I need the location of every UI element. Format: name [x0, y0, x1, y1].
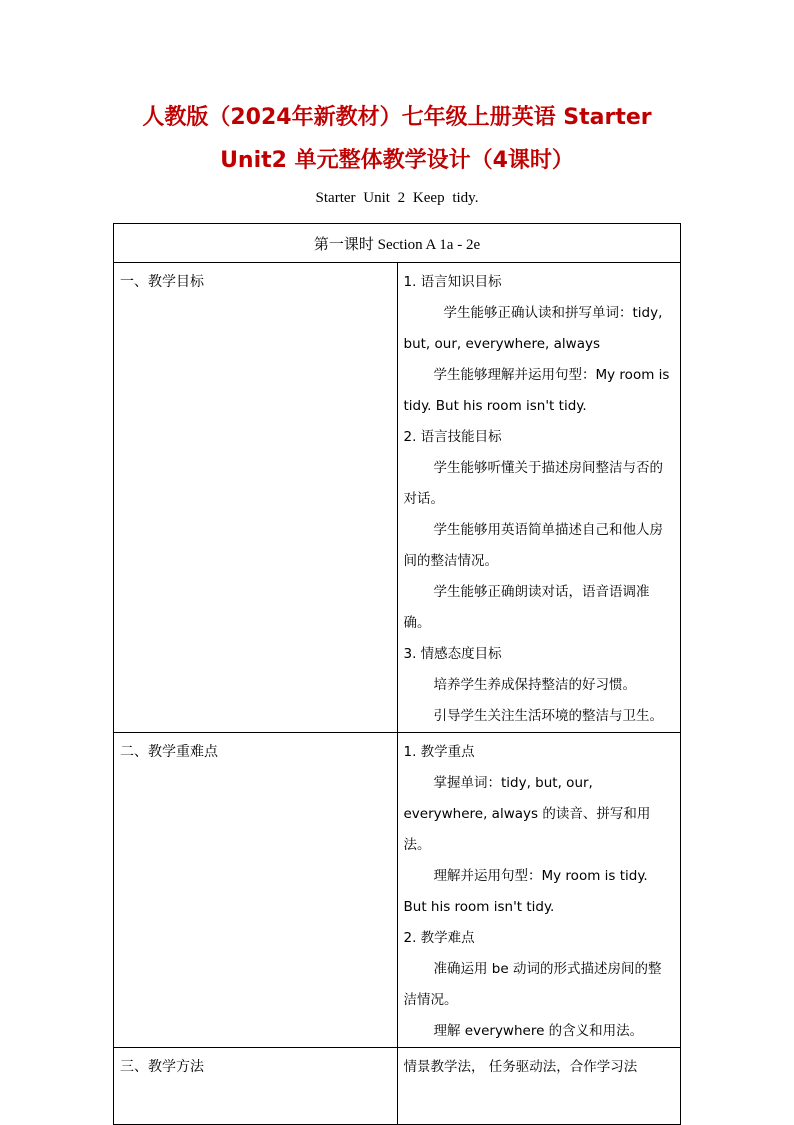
objectives-heading-attitude: 3. 情感态度目标: [403, 646, 502, 662]
lesson-header: 第一课时 Section A 1a - 2e: [114, 224, 681, 263]
objectives-item: 学生能够听懂关于描述房间整洁与否的对话。: [403, 460, 663, 507]
objectives-heading-skills: 2. 语言技能目标: [403, 429, 502, 445]
objectives-item: 学生能够用英语简单描述自己和他人房间的整洁情况。: [403, 522, 663, 569]
key-points-item: 准确运用 be 动词的形式描述房间的整洁情况。: [403, 961, 662, 1008]
objectives-row: [114, 263, 681, 733]
methods-label: 三、教学方法: [114, 1048, 398, 1125]
key-points-item: 理解并运用句型：My room is tidy. But his room isn't tidy.: [403, 868, 648, 915]
objectives-heading-knowledge: 1. 语言知识目标: [403, 274, 502, 290]
document-title-line-2: Unit2 单元整体教学设计（4课时）: [220, 148, 574, 173]
objectives-item: 学生能够正确认读和拼写单词：tidy, but, our, everywhere, always: [403, 305, 663, 352]
objectives-item: 学生能够理解并运用句型：My room is tidy. But his room isn't tidy.: [403, 367, 670, 414]
objectives-item: 学生能够正确朗读对话，语音语调准确。: [403, 584, 650, 631]
key-points-item: 掌握单词：tidy, but, our, everywhere, always 的读音、拼写和用法。: [403, 775, 651, 853]
key-points-content: [397, 733, 681, 1048]
key-points-label: 二、教学重难点: [114, 733, 398, 1048]
document-title-line-1: 人教版（2024年新教材）七年级上册英语 Starter: [142, 105, 652, 130]
lesson-plan-table: [113, 223, 681, 1125]
key-points-item: 理解 everywhere 的含义和用法。: [433, 1023, 644, 1039]
objectives-content: [397, 263, 681, 733]
methods-content: 情景教学法， 任务驱动法，合作学习法: [397, 1048, 681, 1125]
key-points-heading-difficulty: 2. 教学难点: [403, 930, 475, 946]
objectives-label: 一、教学目标: [114, 263, 398, 733]
unit-subtitle: Starter Unit 2 Keep tidy.: [315, 190, 479, 206]
objectives-item: 培养学生养成保持整洁的好习惯。: [433, 677, 636, 693]
methods-row: [114, 1048, 681, 1125]
key-points-row: [114, 733, 681, 1048]
key-points-heading-focus: 1. 教学重点: [403, 744, 475, 760]
objectives-item: 引导学生关注生活环境的整洁与卫生。: [433, 708, 663, 724]
